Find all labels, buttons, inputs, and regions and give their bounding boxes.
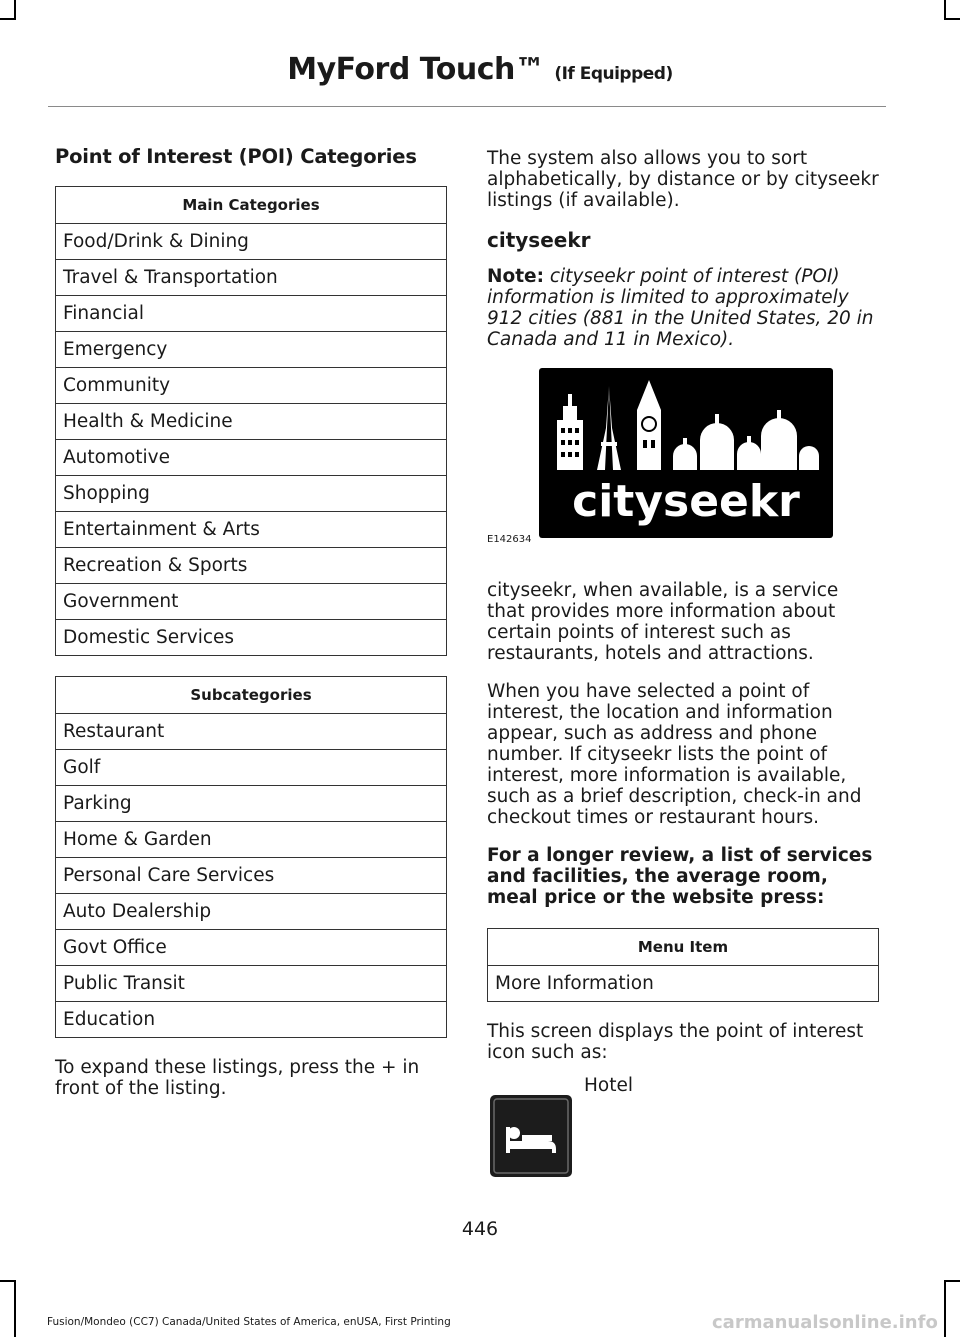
- note-text: cityseekr point of interest (POI) information is limited to approximately 912 cities (881 in the United States, 20 in Canada and 11 in Mexico).: [487, 266, 874, 350]
- edition-footer: Fusion/Mondeo (CC7) Canada/United States of America, enUSA, First Printing: [47, 1316, 451, 1328]
- table-header: Subcategories: [56, 677, 447, 714]
- table-row: [56, 858, 447, 894]
- crop-mark: [0, 18, 16, 20]
- table-cell: Restaurant: [56, 714, 447, 750]
- crop-mark: [14, 0, 16, 20]
- header-divider: [48, 106, 886, 107]
- table-row: [56, 404, 447, 440]
- bed-icon: [490, 1095, 572, 1177]
- table-cell: Education: [56, 1002, 447, 1038]
- table-cell: Financial: [56, 296, 447, 332]
- logo-text: cityseekr: [572, 476, 800, 527]
- table-row: [56, 512, 447, 548]
- cityseekr-note: [487, 266, 879, 350]
- table-row: [56, 260, 447, 296]
- table-row: [56, 224, 447, 260]
- table-row: [56, 1002, 447, 1038]
- poi-categories-heading: Point of Interest (POI) Categories: [55, 145, 417, 168]
- table-cell: Food/Drink & Dining: [56, 224, 447, 260]
- table-row: [56, 750, 447, 786]
- icon-paragraph: This screen displays the point of interest icon such as:: [487, 1021, 864, 1063]
- table-row: [56, 822, 447, 858]
- hotel-label: Hotel: [584, 1075, 634, 1096]
- table-row: [56, 332, 447, 368]
- right-column: [487, 148, 879, 1175]
- watermark: carmanualsonline.info: [712, 1312, 938, 1333]
- table-row: [56, 368, 447, 404]
- note-label: Note:: [487, 266, 544, 287]
- image-code: E142634: [487, 534, 532, 545]
- page-title: [0, 52, 960, 87]
- table-header: Main Categories: [56, 187, 447, 224]
- subcategories-table: [55, 676, 447, 1038]
- cityseekr-heading: cityseekr: [487, 228, 591, 252]
- table-cell: Government: [56, 584, 447, 620]
- page-number: 446: [461, 1218, 499, 1240]
- table-cell: Health & Medicine: [56, 404, 447, 440]
- table-row: [56, 966, 447, 1002]
- table-row: [56, 584, 447, 620]
- skyline-icon: [539, 368, 833, 538]
- review-instruction: For a longer review, a list of services and facilities, the average room, meal price or the website press:: [487, 845, 873, 908]
- table-cell: Public Transit: [56, 966, 447, 1002]
- table-cell: Home & Garden: [56, 822, 447, 858]
- table-row: [56, 714, 447, 750]
- table-cell: Golf: [56, 750, 447, 786]
- main-categories-table: [55, 186, 447, 656]
- service-paragraph: cityseekr, when available, is a service that provides more information about certain points of interest such as restaurants, hotels and attractions.: [487, 580, 839, 664]
- table-cell: Travel & Transportation: [56, 260, 447, 296]
- table-cell: Automotive: [56, 440, 447, 476]
- table-cell: Auto Dealership: [56, 894, 447, 930]
- crop-mark: [14, 1280, 16, 1337]
- table-cell: Shopping: [56, 476, 447, 512]
- table-row: [56, 548, 447, 584]
- table-row: [56, 786, 447, 822]
- table-header: Menu Item: [488, 929, 879, 966]
- table-cell: Personal Care Services: [56, 858, 447, 894]
- hotel-icon: [490, 1095, 572, 1177]
- crop-mark: [944, 1280, 946, 1337]
- table-row: [56, 476, 447, 512]
- table-cell: More Information: [488, 966, 879, 1002]
- sort-paragraph: The system also allows you to sort alphabetically, by distance or by cityseekr listings (if available).: [487, 148, 879, 211]
- table-row: [56, 894, 447, 930]
- hotel-example: [487, 1075, 879, 1175]
- table-cell: Entertainment & Arts: [56, 512, 447, 548]
- crop-mark: [944, 18, 960, 20]
- page-title-subtitle: (If Equipped): [554, 64, 673, 84]
- table-row: [56, 620, 447, 656]
- table-cell: Parking: [56, 786, 447, 822]
- expand-instructions: To expand these listings, press the + in front of the listing.: [55, 1057, 420, 1099]
- menu-item-table: [487, 928, 879, 1002]
- table-row: [56, 930, 447, 966]
- table-cell: Recreation & Sports: [56, 548, 447, 584]
- table-row: [56, 440, 447, 476]
- left-column: [55, 145, 447, 1116]
- table-row: [488, 966, 879, 1002]
- table-cell: Domestic Services: [56, 620, 447, 656]
- crop-mark: [944, 1280, 960, 1282]
- crop-mark: [944, 0, 946, 20]
- table-row: [56, 296, 447, 332]
- table-cell: Govt Office: [56, 930, 447, 966]
- cityseekr-logo: [539, 368, 833, 538]
- table-cell: Community: [56, 368, 447, 404]
- page-title-main: MyFord Touch™: [287, 52, 545, 87]
- table-cell: Emergency: [56, 332, 447, 368]
- crop-mark: [0, 1280, 16, 1282]
- selected-poi-paragraph: When you have selected a point of interest, the location and information appear, such as address and phone number. If cityseekr lists the point of interest, more information is available, such as a brief description, check-in and checkout times or restaurant hours.: [487, 681, 862, 828]
- cityseekr-figure: [487, 368, 879, 568]
